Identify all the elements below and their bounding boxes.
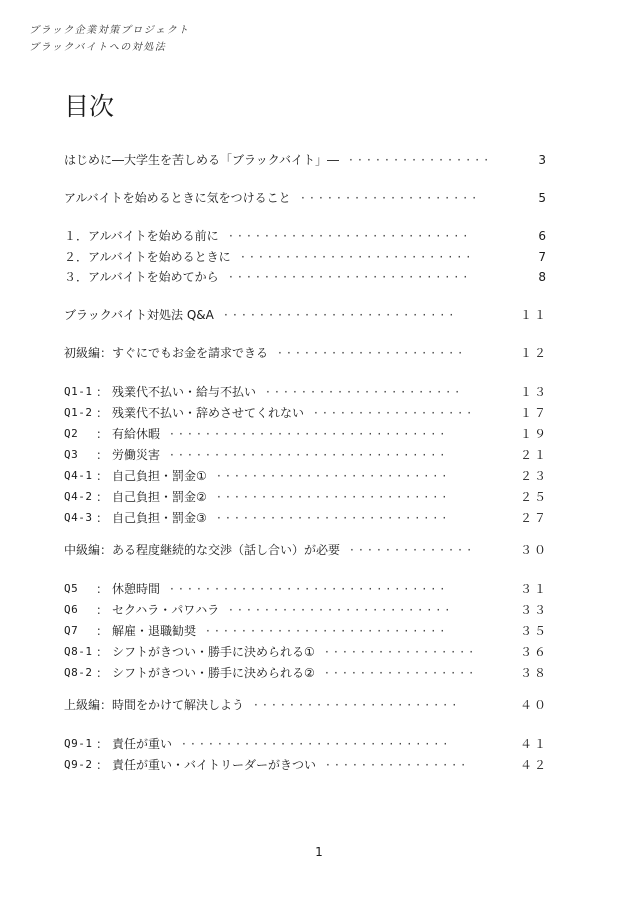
leader-dots: ·················· <box>314 406 477 420</box>
leader-dots: ··························· <box>229 229 473 243</box>
separator: ： <box>96 603 109 617</box>
toc-entry-title: 自己負担・罰金③ <box>112 511 207 525</box>
leader-dots: ················ <box>349 153 494 167</box>
toc-entry[interactable] <box>64 404 548 422</box>
question-number: Q3 <box>64 448 79 461</box>
question-number: Q6 <box>64 603 79 616</box>
toc-page-number: ４２ <box>519 758 548 772</box>
toc-entry-title: 自己負担・罰金① <box>112 469 207 483</box>
leader-dots: ······················ <box>266 385 465 399</box>
toc-page-number: 5 <box>538 191 548 205</box>
toc-entry-title: 有給休暇 <box>112 427 161 441</box>
separator: ： <box>96 385 109 399</box>
toc-entry-title: ３．アルバイトを始めてから <box>64 270 219 284</box>
leader-dots: ··························· <box>206 624 450 638</box>
separator: ： <box>96 490 109 504</box>
question-number: Q5 <box>64 582 79 595</box>
leader-dots: ················· <box>325 666 479 680</box>
toc-entry-title: 責任が重い・バイトリーダーがきつい <box>112 758 317 772</box>
document-header <box>29 22 190 56</box>
separator: ： <box>96 645 109 659</box>
toc-entry[interactable] <box>64 467 548 485</box>
toc-page-number: １３ <box>519 385 548 399</box>
toc-entry-title: 労働災害 <box>112 448 161 462</box>
leader-dots: ······················· <box>254 698 462 712</box>
toc-entry-title: 上級編：時間をかけて解決しよう <box>64 698 245 712</box>
toc-entry[interactable] <box>64 622 548 640</box>
toc-entry[interactable] <box>64 735 548 753</box>
question-number: Q4-3 <box>64 511 93 524</box>
toc-page-number: ４１ <box>519 737 548 751</box>
toc-entry-title: セクハラ・パワハラ <box>112 603 220 617</box>
leader-dots: ··························· <box>229 270 473 284</box>
toc-entry-title: 自己負担・罰金② <box>112 490 207 504</box>
toc-entry[interactable] <box>64 601 548 619</box>
separator: ： <box>96 582 109 596</box>
toc-page-number: ２５ <box>519 490 548 504</box>
toc-entry[interactable] <box>64 306 548 324</box>
toc-entry[interactable] <box>64 664 548 682</box>
toc-entry-title: 責任が重い <box>112 737 173 751</box>
question-number: Q7 <box>64 624 79 637</box>
toc-page-number: ３８ <box>519 666 548 680</box>
leader-dots: ·························· <box>217 490 452 504</box>
toc-entry[interactable] <box>64 189 548 207</box>
leader-dots: ·························· <box>217 511 452 525</box>
question-number: Q1-1 <box>64 385 93 398</box>
toc-entry-title: １．アルバイトを始める前に <box>64 229 219 243</box>
toc-entry-title: 解雇・退職勧奨 <box>112 624 197 638</box>
leader-dots: ·························· <box>224 308 459 322</box>
toc-page-number: 7 <box>538 250 548 264</box>
toc-entry[interactable] <box>64 268 548 286</box>
toc-entry[interactable] <box>64 227 548 245</box>
leader-dots: ····················· <box>278 346 468 360</box>
toc-page-number: ３６ <box>519 645 548 659</box>
document-subtitle: ブラックバイトへの対処法 <box>29 42 167 53</box>
question-number: Q8-1 <box>64 645 93 658</box>
toc-entry-title: はじめに―大学生を苦しめる「ブラックバイト」― <box>64 153 340 167</box>
question-number: Q9-1 <box>64 737 93 750</box>
toc-entry[interactable] <box>64 344 548 362</box>
leader-dots: ················ <box>326 758 471 772</box>
toc-page-number: １９ <box>519 427 548 441</box>
question-number: Q2 <box>64 427 79 440</box>
question-number: Q1-2 <box>64 406 93 419</box>
question-number: Q4-2 <box>64 490 93 503</box>
toc-entry-title: 残業代不払い・給与不払い <box>112 385 257 399</box>
toc-entry-title: シフトがきつい・勝手に決められる① <box>112 645 315 659</box>
separator: ： <box>96 666 109 680</box>
toc-entry-title: ブラックバイト対処法 Q&A <box>64 308 214 322</box>
leader-dots: ······························· <box>170 582 450 596</box>
toc-page-number: ２７ <box>519 511 548 525</box>
toc-entry[interactable] <box>64 248 548 266</box>
separator: ： <box>96 448 109 462</box>
separator: ： <box>96 406 109 420</box>
toc-entry[interactable] <box>64 446 548 464</box>
toc-entry[interactable] <box>64 580 548 598</box>
toc-page-number: 8 <box>538 270 548 284</box>
separator: ： <box>96 469 109 483</box>
leader-dots: ························· <box>229 603 455 617</box>
toc-entry[interactable] <box>64 541 548 559</box>
toc-page-number: 6 <box>538 229 548 243</box>
leader-dots: ················· <box>325 645 479 659</box>
toc-page-number: ２１ <box>519 448 548 462</box>
page-number: 1 <box>315 845 323 859</box>
toc-page-number: ３３ <box>519 603 548 617</box>
toc-entry-title: 残業代不払い・辞めさせてくれない <box>112 406 305 420</box>
question-number: Q8-2 <box>64 666 93 679</box>
toc-entry-title: 初級編：すぐにでもお金を請求できる <box>64 346 269 360</box>
toc-page-number: １１ <box>519 308 548 322</box>
toc-page-number: ４０ <box>519 698 548 712</box>
question-number: Q4-1 <box>64 469 93 482</box>
toc-entry-title: アルバイトを始めるときに気をつけること <box>64 191 291 205</box>
leader-dots: ···················· <box>301 191 482 205</box>
toc-entry[interactable] <box>64 488 548 506</box>
question-number: Q9-2 <box>64 758 93 771</box>
toc-entry-title: ２．アルバイトを始めるときに <box>64 250 231 264</box>
toc-page-number: ３１ <box>519 582 548 596</box>
leader-dots: ······························ <box>182 737 453 751</box>
toc-entry[interactable] <box>64 756 548 774</box>
separator: ： <box>96 758 109 772</box>
toc-entry-title: 中級編：ある程度継続的な交渉（話し合い）が必要 <box>64 543 341 557</box>
separator: ： <box>96 737 109 751</box>
toc-entry[interactable] <box>64 383 548 401</box>
toc-entry[interactable] <box>64 643 548 661</box>
toc-entry[interactable] <box>64 425 548 443</box>
toc-entry[interactable] <box>64 696 548 714</box>
toc-page-number: ３５ <box>519 624 548 638</box>
toc-page-number: １７ <box>519 406 548 420</box>
leader-dots: ·············· <box>350 543 477 557</box>
separator: ： <box>96 511 109 525</box>
leader-dots: ······························· <box>170 427 450 441</box>
separator: ： <box>96 427 109 441</box>
toc-page-number: １２ <box>519 346 548 360</box>
toc-entry-title: シフトがきつい・勝手に決められる② <box>112 666 315 680</box>
leader-dots: ·························· <box>217 469 452 483</box>
toc-page-number: ２３ <box>519 469 548 483</box>
toc-entry-title: 休憩時間 <box>112 582 161 596</box>
leader-dots: ·························· <box>241 250 476 264</box>
project-name: ブラック企業対策プロジェクト <box>29 25 190 36</box>
page-title: 目次 <box>64 92 115 121</box>
toc-entry[interactable] <box>64 509 548 527</box>
separator: ： <box>96 624 109 638</box>
leader-dots: ······························· <box>170 448 450 462</box>
toc-page-number: 3 <box>538 153 548 167</box>
toc-page-number: ３０ <box>519 543 548 557</box>
toc-entry[interactable] <box>64 151 548 169</box>
